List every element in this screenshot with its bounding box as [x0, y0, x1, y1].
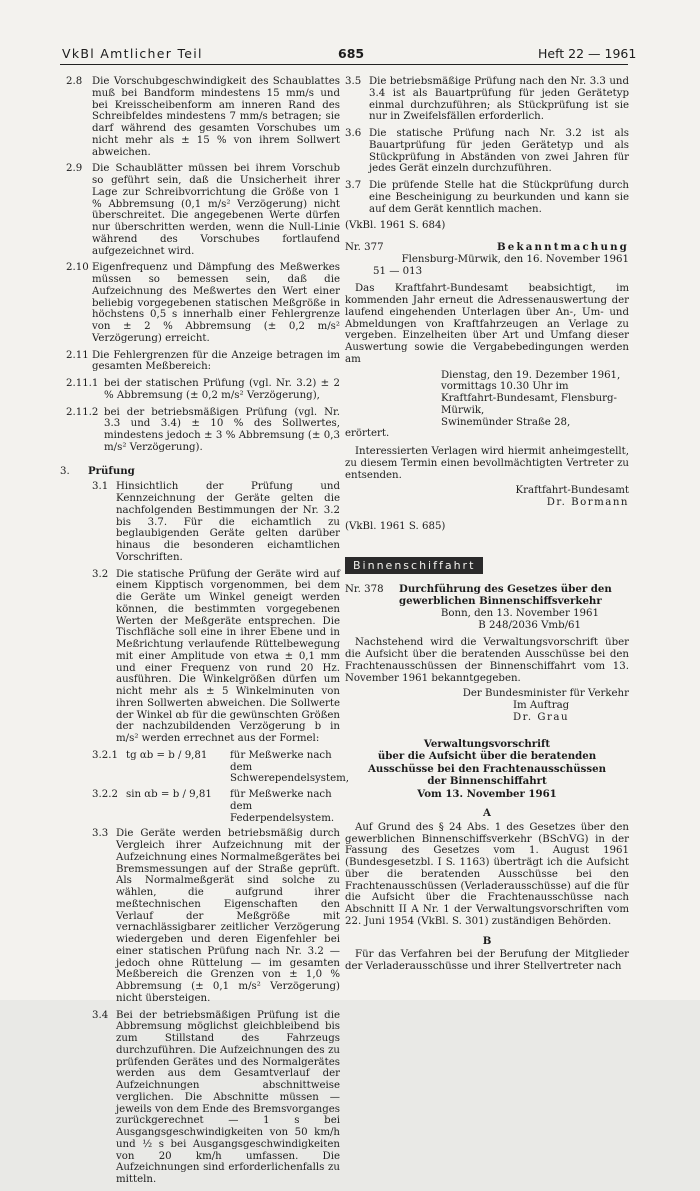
signature-line: Im Auftrag [513, 700, 570, 711]
clause-text: Die Schaublätter müssen bei ihrem Vorschub so geführt sein, daß die Unsicherheit ihrer Lage zur Schreibvorrichtung die Größe von 1 % Abbremsung (0,1 m/s² Verzögerung) nicht überschreitet. Die angegebenen Werte dürfen nur überschritten werden, wenn die Null-Linie während des Vorschubes fortlaufend aufgezeichnet wird. [92, 163, 340, 257]
formula-text: für Meßwerke nach dem Federpendelsystem. [230, 789, 335, 824]
source-citation: (VkBl. 1961 S. 684) [345, 220, 446, 232]
source-citation: (VkBl. 1961 S. 685) [345, 520, 446, 532]
clause-number: 2.10 [66, 262, 89, 274]
clause-number: 3.2 [92, 568, 109, 580]
regulation-paragraph-a: Auf Grund des § 24 Abs. 1 des Gesetzes über den gewerblichen Binnenschiffsverkehr (BSchVG) in der Fassung des Gesetzes vom 1. August 1961 (Bundesgesetzbl. I S. 1163) überträgt ich die Aufsicht über die beratenden Ausschüsse bei den Frachtenausschüssen (Verladerausschüsse) auf die für die Aufsicht über die Frachtenausschüsse nach Abschnitt II A Nr. 1 der Verwaltungsvorschriften vom 22. Juni 1954 (VkBl. S. 301) zuständigen Behörden. [345, 821, 629, 927]
clause-3-7 [345, 180, 629, 215]
clause-3-3 [92, 828, 340, 1004]
section-3-body [60, 481, 340, 745]
notice-377-heading [345, 242, 629, 254]
section-3-body-2 [60, 828, 340, 1186]
section-3-heading [60, 466, 340, 478]
notice-reference: B 248/2036 Vmb/61 [478, 619, 581, 631]
clause-number: 2.11.2 [66, 406, 99, 418]
regulation-paragraph-b: Für das Verfahren bei der Berufung der Mitglieder der Verladerausschüsse und ihrer Stellvertreter nach [345, 949, 629, 972]
clause-3-2 [92, 569, 340, 745]
clause-text: Die Vorschubgeschwindigkeit des Schaublattes muß bei Bandform mindestens 15 mm/s und bei Kreisscheibenform am inneren Rand des Schreibfeldes mindestens 7 mm/s betragen; sie darf während des gesamten Vorschubes um nicht mehr als ± 15 % von ihrem Sollwert abweichen. [92, 76, 340, 158]
clause-number: 2.11.1 [66, 378, 99, 389]
signature-name: Dr. Bormann [546, 497, 629, 508]
signature-authority: Der Bundesminister für Verkehr [462, 688, 629, 700]
notice-place-date: Bonn, den 13. November 1961 [440, 607, 599, 619]
notice-place-date: Flensburg-Mürwik, den 16. November 1961 [401, 253, 629, 265]
clause-2-11-2 [60, 407, 340, 454]
formula-number: 3.2.2 [92, 789, 118, 800]
regulation-title [345, 738, 629, 801]
notice-text: erörtert. [345, 428, 390, 440]
clause-2-10 [60, 262, 340, 344]
clause-number: 3.3 [92, 828, 109, 840]
clause-text: Hinsichtlich der Prüfung und Kennzeichnung der Geräte gelten die nachfolgenden Bestimmungen der Nr. 3.2 bis 3.7. Für die eichamtlich zu beglaubigenden Geräte gelten darüber hinaus die besonderen eichamtlichen Vorschriften. [116, 481, 340, 563]
notice-reference: 51 — 013 [373, 265, 423, 277]
clause-number: 2.8 [66, 76, 83, 87]
regulation-title-line: Verwaltungsvorschrift [423, 737, 551, 750]
clause-text: Eigenfrequenz und Dämpfung des Meßwerkes müssen so bemessen sein, daß die Aufzeichnung des Meßwertes den Wert einer beliebig vorgegebenen statischen Meßgröße in höchstens 0,5 s innerhalb einer Fehlergrenze von ± 2 % Abbremsung (± 0,2 m/s² Verzögerung) erreicht. [92, 262, 340, 344]
meeting-time: vormittags 10.30 Uhr im [441, 381, 569, 393]
header-publication: VkBl Amtlicher Teil [62, 46, 203, 61]
clause-3-4 [92, 1010, 340, 1186]
clause-number: 3.7 [345, 180, 362, 191]
clause-number: 3.5 [345, 76, 362, 87]
notice-paragraph: Interessierten Verlagen wird hiermit anheimgestellt, zu diesem Termin einen bevollmächtigten Vertreter zu entsenden. [345, 446, 629, 481]
section-banner: Binnenschiffahrt [345, 557, 483, 575]
notice-title: Durchführung des Gesetzes über den gewerblichen Binnenschiffsverkehr [399, 583, 612, 607]
formula-3-2-2 [60, 789, 340, 824]
regulation-title-line: Ausschüsse bei den Frachtenausschüssen [368, 762, 606, 775]
section-number: 3. [60, 465, 70, 477]
clause-text: Die Fehlergrenzen für die Anzeige betragen im gesamten Meßbereich: [92, 349, 340, 373]
clause-number: 2.9 [66, 163, 83, 175]
regulation-title-line: Vom 13. November 1961 [417, 787, 557, 800]
notice-title: Bekanntmachung [497, 241, 629, 253]
clause-3-5 [345, 76, 629, 123]
clause-text: bei der statischen Prüfung (vgl. Nr. 3.2) ± 2 % Abbremsung (± 0,2 m/s² Verzögerung), [104, 378, 340, 401]
signature-name: Dr. Grau [513, 711, 570, 723]
regulation-title-line: der Binnenschiffahrt [427, 775, 547, 787]
clause-text: Bei der betriebsmäßigen Prüfung ist die Abbremsung möglichst gleichbleibend bis zum Stillstand des Fahrzeugs durchzuführen. Die Aufzeichnungen des zu prüfenden Gerätes und des Normalgerätes werden aus dem Gesamtverlauf der Aufzeichnungen abschnittweise verglichen. Die Abschnitte müssen — jeweils von dem Ende des Bremsvorganges zurückgerechnet — 1 s bei Ausgangsgeschwindigkeiten von 50 km/h und ½ s bei Ausgangsgeschwindigkeiten von 20 km/h umfassen. Die Aufzeichnungen sind erforderlichenfalls zu mitteln. [116, 1009, 340, 1185]
clause-number: 3.6 [345, 128, 362, 139]
clause-2-11 [60, 350, 340, 374]
header-page-number: 685 [338, 46, 365, 61]
part-letter-b: B [482, 934, 492, 947]
clause-text: Die statische Prüfung der Geräte wird auf einem Kipptisch vorgenommen, bei dem die Geräte um Winkel geneigt werden können, die bestimmten vorgegebenen Werten der Meßgeräte entsprechen. Die Tischfläche soll eine in ihrer Ebene und in Meßrichtung verlaufende Rüttelbewegung mit einer Amplitude von etwa ± 0,1 mm und einer Frequenz von rund 20 Hz. ausführen. Die Winkelgrößen dürfen um nicht mehr als ± 5 Winkelminuten von ihren Sollwerten abweichen. Die Sollwerte der Winkel αb für die gewünschten Größen der nachzubildenden Verzögerung b in m/s² werden errechnet aus der Formel: [116, 568, 340, 744]
notice-paragraph: Das Kraftfahrt-Bundesamt beabsichtigt, im kommenden Jahr erneut die Adressenauswertung der laufend eingehenden Unterlagen über An-, Um- und Abmeldungen von Kraftfahrzeugen an Verlage zu vergeben. Einzelheiten über Art und Umfang dieser Auswertung sowie die Vergabebedingungen werden am [345, 283, 629, 365]
clause-2-11-1 [60, 378, 340, 402]
clause-number: 3.1 [92, 481, 109, 493]
left-column [60, 76, 350, 1191]
part-letter-a: A [483, 807, 491, 819]
regulation-title-line: über die Aufsicht über die beratenden [377, 750, 597, 762]
page-header [0, 0, 700, 70]
meeting-date: Dienstag, den 19. Dezember 1961, [441, 369, 621, 381]
clause-number: 2.11 [66, 349, 89, 361]
formula-expression: tg αb = b / 9,81 [126, 749, 208, 761]
clause-3-1 [92, 481, 340, 563]
formula-text: für Meßwerke nach dem Schwerependelsystem, [230, 749, 350, 785]
clause-text: Die betriebsmäßige Prüfung nach den Nr. 3.3 und 3.4 ist als Bauartprüfung für jeden Gerätetyp einmal durchzuführen; als Stückprüfung ist sie nur in Zweifelsfällen erforderlich. [369, 76, 629, 123]
formula-number: 3.2.1 [92, 749, 118, 761]
clause-text: Die prüfende Stelle hat die Stückprüfung durch eine Bescheinigung zu beurkunden und kann sie auf dem Gerät kenntlich machen. [369, 180, 629, 215]
clause-2-8 [60, 76, 340, 158]
clause-text: Die statische Prüfung nach Nr. 3.2 ist als Bauartprüfung für jeden Gerätetyp und als Stückprüfung in Abständen von zwei Jahren für jedes Gerät einzeln durchzuführen. [369, 128, 629, 175]
meeting-street: Swinemünder Straße 28, [441, 416, 571, 428]
section-title: Prüfung [88, 464, 135, 477]
notice-number: Nr. 377 [345, 242, 384, 253]
header-rule [60, 64, 628, 65]
clause-3-6 [345, 128, 629, 175]
clause-number: 3.4 [92, 1009, 109, 1021]
formula-expression: sin αb = b / 9,81 [126, 789, 212, 800]
meeting-address: Kraftfahrt-Bundesamt, Flensburg-Mürwik, [441, 393, 617, 416]
clause-text: Die Geräte werden betriebsmäßig durch Vergleich ihrer Aufzeichnung mit der Aufzeichnung eines Normalmeßgerätes bei Bremsmessungen auf der Straße geprüft. Als Normalmeßgerät sind solche zu wählen, die aufgrund ihrer meßtechnischen Eigenschaften den Verlauf der Meßgröße mit vernachlässigbarer zeitlicher Verzögerung wiedergeben und deren Eigenfehler bei einer statischen Prüfung nach Nr. 3.2 — jedoch ohne Rüttelung — im gesamten Meßbereich die Grenzen von ± 1,0 % Abbremsung (± 0,1 m/s² Verzögerung) nicht übersteigen. [116, 828, 340, 1004]
formula-3-2-1 [60, 749, 350, 785]
notice-paragraph: Nachstehend wird die Verwaltungsvorschrift über die Aufsicht über die beratenden Ausschüsse bei den Frachtenausschüssen der Binnenschiffahrt vom 13. November 1961 bekanntgegeben. [345, 637, 629, 684]
header-issue: Heft 22 — 1961 [538, 46, 637, 61]
right-column [345, 76, 629, 977]
clause-2-9 [60, 163, 340, 257]
notice-378-heading [345, 584, 629, 608]
notice-number: Nr. 378 [345, 584, 384, 596]
signature-authority: Kraftfahrt-Bundesamt [515, 485, 629, 497]
clause-text: bei der betriebsmäßigen Prüfung (vgl. Nr. 3.3 und 3.4) ± 10 % des Sollwertes, mindestens jedoch ± 3 % Abbremsung (± 0,3 m/s² Verzögerung). [104, 406, 340, 453]
